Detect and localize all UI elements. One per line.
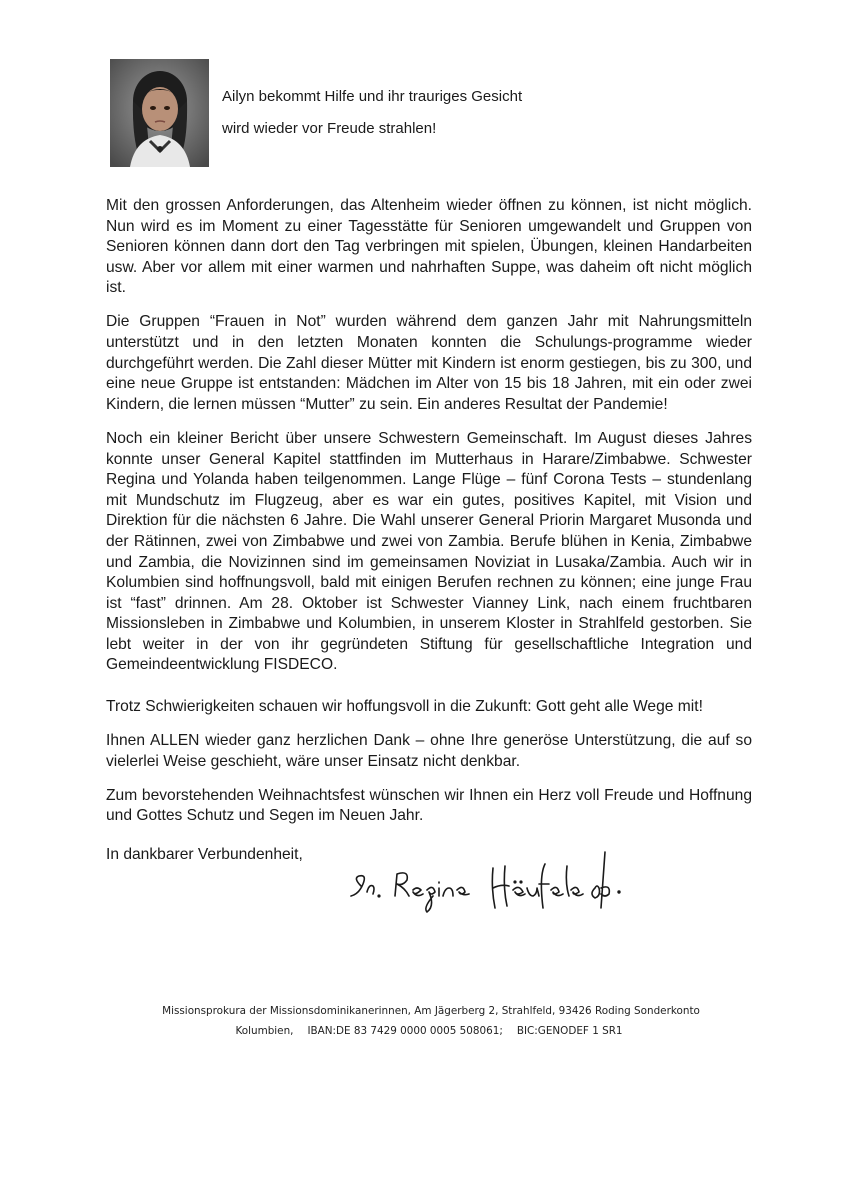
footer-bank-details [8, 1025, 842, 1037]
footer-bic: BIC:GENODEF 1 SR1 [516, 1025, 623, 1037]
footer-iban: IBAN:DE 83 7429 0000 0005 508061; [307, 1025, 503, 1037]
photo-caption-line2: wird wieder vor Freude strahlen! [222, 120, 437, 137]
photo-caption-line1: Ailyn bekommt Hilfe und ihr trauriges Gesicht [222, 88, 523, 105]
paragraph-thanks: Ihnen ALLEN wieder ganz herzlichen Dank – ohne Ihre generöse Unterstützung, die auf so vielerlei Weise geschieht, wäre unser Einsatz nicht denkbar. [106, 732, 752, 770]
paragraph-sisters-community: Noch ein kleiner Bericht über unsere Schwestern Gemeinschaft. Im August dieses Jahres konnte unser General Kapitel stattfinden im Mutterhaus in Harare/Zimbabwe. Schwester Regina und Yolanda haben teilgenommen. Lange Flüge – fünf Corona Tests – stundenlang mit Mundschutz im Flugzeug, aber es war ein gutes, positives Kapitel, mit Vision und Direktion für die nächsten 6 Jahre. Die Wahl unserer General Priorin Margaret Musonda und der Rätinnen, zwei von Zimbabwe und zwei von Zambia. Berufe blühen in Kenia, Zimbabwe und Zambia, die Novizinnen sind im gemeinsamen Noviziat in Lusaka/Zambia. Auch wir in Kolumbien sind hoffnungsvoll, bald mit einigen Berufen rechnen zu können; eine junge Frau ist “fast” drinnen. Am 28. Oktober ist Schwester Vianney Link, nach einem fruchtbaren Missionsleben in Zimbabwe und Kolumbien, in unserem Kloster in Strahlfeld gestorben. Sie lebt weiter in der von ihr gegründeten Stiftung für gesellschaftliche Integration und Gemeindeentwicklung FISDECO. [106, 429, 752, 674]
paragraph-christmas-wishes: Zum bevorstehenden Weihnachtsfest wünschen wir Ihnen ein Herz voll Freude und Hoffnung und Gottes Schutz und Segen im Neuen Jahr. [106, 786, 752, 825]
closing-greeting: In dankbarer Verbundenheit, [106, 846, 303, 863]
handwritten-signature [343, 848, 633, 918]
signature-image [343, 848, 633, 918]
letter-body [106, 196, 752, 841]
paragraph-women-in-need: Die Gruppen “Frauen in Not” wurden während dem ganzen Jahr mit Nahrungsmitteln unterstützt und in den letzten Monaten konnten die Schulungs-programme wieder durchgeführt werden. Die Zahl dieser Mütter mit Kindern ist enorm gestiegen, bis zu 300, und eine neue Gruppe ist entstanden: Mädchen im Alter von 15 bis 18 Jahren, mit ein oder zwei Kindern, die lernen müssen “Mutter” zu sein. Ein anderes Resultat der Pandemie! [106, 313, 752, 413]
girl-photo [110, 59, 209, 167]
footer-country: Kolumbien, [235, 1025, 294, 1037]
footer-address: Missionsprokura der Missionsdominikanerinnen, Am Jägerberg 2, Strahlfeld, 93426 Roding Sonderkonto [162, 1005, 700, 1017]
girl-portrait-image [110, 59, 209, 167]
paragraph-hope: Trotz Schwierigkeiten schauen wir hoffungsvoll in die Zukunft: Gott geht alle Wege mit! [106, 698, 703, 716]
paragraph-retirement-home: Mit den grossen Anforderungen, das Altenheim wieder öffnen zu können, ist nicht möglich. Nun wird es im Moment zu einer Tagesstätte für Senioren umgewandelt und Gruppen von Senioren können dann dort den Tag verbringen mit spielen, Übungen, kleinen Handarbeiten usw. Aber vor allem mit einer warmen und nahrhaften Suppe, was daheim oft nicht möglich ist. [106, 197, 752, 297]
